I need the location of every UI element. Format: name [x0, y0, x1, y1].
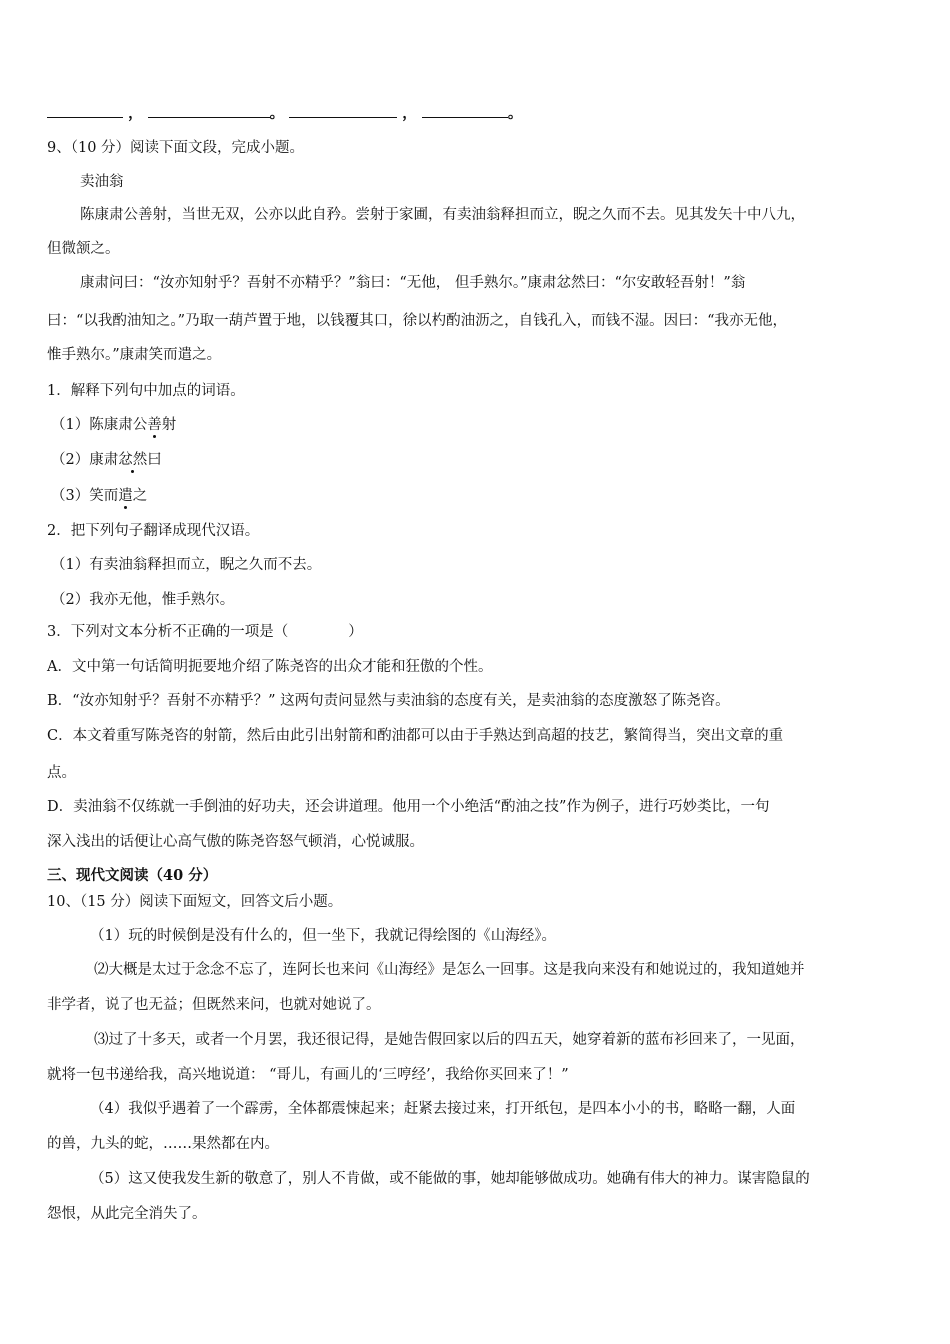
item-text: 射: [161, 417, 177, 433]
item-text: （1）陈康肃公: [51, 417, 148, 433]
dotted-word: 善: [147, 417, 162, 433]
question-1-item: [51, 415, 176, 435]
dotted-word: 遣: [118, 488, 133, 504]
reading-line: （4）我似乎遇着了一个霹雳，全体都震悚起来；赶紧去接过来，打开纸包，是四本小小的书，略略一翻，人面: [90, 1101, 796, 1117]
dotted-word: 忿然: [118, 452, 148, 468]
q10-header: 10、（15 分）阅读下面短文，回答文后小题。: [47, 894, 343, 910]
question-2-item: （2）我亦无他，惟手熟尔。: [51, 592, 235, 608]
option-a: A．文中第一句话简明扼要地介绍了陈尧咨的出众才能和狂傲的个性。: [47, 659, 493, 675]
reading-line: ⑵大概是太过于念念不忘了，连阿长也来问《山海经》是怎么一回事。这是我向来没有和她说过的，我知道她并: [94, 962, 805, 978]
option-c: C．本文着重写陈尧咨的射箭，然后由此引出射箭和酌油都可以由于手熟达到高超的技艺，繁简得当，突出文章的重: [47, 728, 784, 744]
reading-line: 的兽，九头的蛇，……果然都在内。: [47, 1136, 279, 1152]
punctuation: 。: [269, 105, 285, 122]
question-1: 1．解释下列句中加点的词语。: [47, 383, 245, 399]
answer-blanks-line: [47, 103, 522, 124]
passage-line: 曰：“以我酌油知之。”乃取一葫芦置于地，以钱覆其口，徐以杓酌油沥之，自钱孔入，而钱不湿。因曰：“我亦无他，: [47, 313, 787, 329]
passage-line: 但微颔之。: [47, 241, 120, 257]
passage-line: 惟手熟尔。”康肃笑而遣之。: [47, 347, 222, 363]
option-d-continued: 深入浅出的话便让心高气傲的陈尧咨怒气顿消，心悦诚服。: [47, 834, 424, 850]
punctuation: 。: [507, 105, 523, 122]
answer-blank[interactable]: [422, 103, 508, 118]
passage-title: 卖油翁: [80, 174, 124, 190]
item-text: （3）笑而: [51, 488, 119, 504]
question-3: [47, 622, 363, 642]
reading-line: 就将一包书递给我，高兴地说道： “哥儿，有画儿的‘三哼经’，我给你买回来了！”: [47, 1067, 569, 1083]
passage-line: 康肃问曰：“汝亦知射乎？吾射不亦精乎？”翁曰：“无他， 但手熟尔。”康肃忿然曰：“尔安敢轻吾射！”翁: [80, 275, 746, 291]
option-d: D．卖油翁不仅练就一手倒油的好功夫，还会讲道理。他用一个小绝活“酌油之技”作为例子，进行巧妙类比，一句: [47, 799, 770, 815]
answer-blank[interactable]: [289, 103, 397, 118]
question-3-text: ）: [348, 624, 363, 640]
reading-line: （1）玩的时候倒是没有什么的，但一坐下，我就记得绘图的《山海经》。: [90, 928, 556, 944]
option-b: B．“汝亦知射乎？吾射不亦精乎？” 这两句责问显然与卖油翁的态度有关，是卖油翁的态度激怒了陈尧咨。: [47, 693, 730, 709]
item-text: （2）康肃: [51, 452, 119, 468]
punctuation: ，: [128, 105, 143, 122]
answer-blank[interactable]: [47, 103, 123, 118]
passage-line: 陈康肃公善射，当世无双，公亦以此自矜。尝射于家圃，有卖油翁释担而立，睨之久而不去。见其发矢十中八九，: [80, 207, 805, 223]
question-2-item: （1）有卖油翁释担而立，睨之久而不去。: [51, 557, 322, 573]
reading-line: 怨恨，从此完全消失了。: [47, 1206, 207, 1222]
item-text: 曰: [147, 452, 162, 468]
question-1-item: [51, 486, 147, 506]
punctuation: ，: [402, 105, 417, 122]
option-c-continued: 点。: [47, 765, 76, 781]
answer-blank[interactable]: [148, 103, 270, 118]
reading-line: （5）这又使我发生新的敬意了，别人不肯做，或不能做的事，她却能够做成功。她确有伟大的神力。谋害隐鼠的: [90, 1171, 810, 1187]
q9-header: 9、（10 分）阅读下面文段，完成小题。: [47, 140, 305, 156]
item-text: 之: [132, 488, 148, 504]
question-1-item: [51, 450, 162, 470]
question-2: 2．把下列句子翻译成现代汉语。: [47, 523, 260, 539]
reading-line: 非学者，说了也无益；但既然来问，也就对她说了。: [47, 997, 381, 1013]
section-heading: 三、现代文阅读（40 分）: [47, 867, 218, 884]
question-3-text: 3．下列对文本分析不正确的一项是（: [47, 624, 289, 640]
reading-line: ⑶过了十多天，或者一个月罢，我还很记得，是她告假回家以后的四五天，她穿着新的蓝布衫回来了，一见面，: [94, 1032, 805, 1048]
